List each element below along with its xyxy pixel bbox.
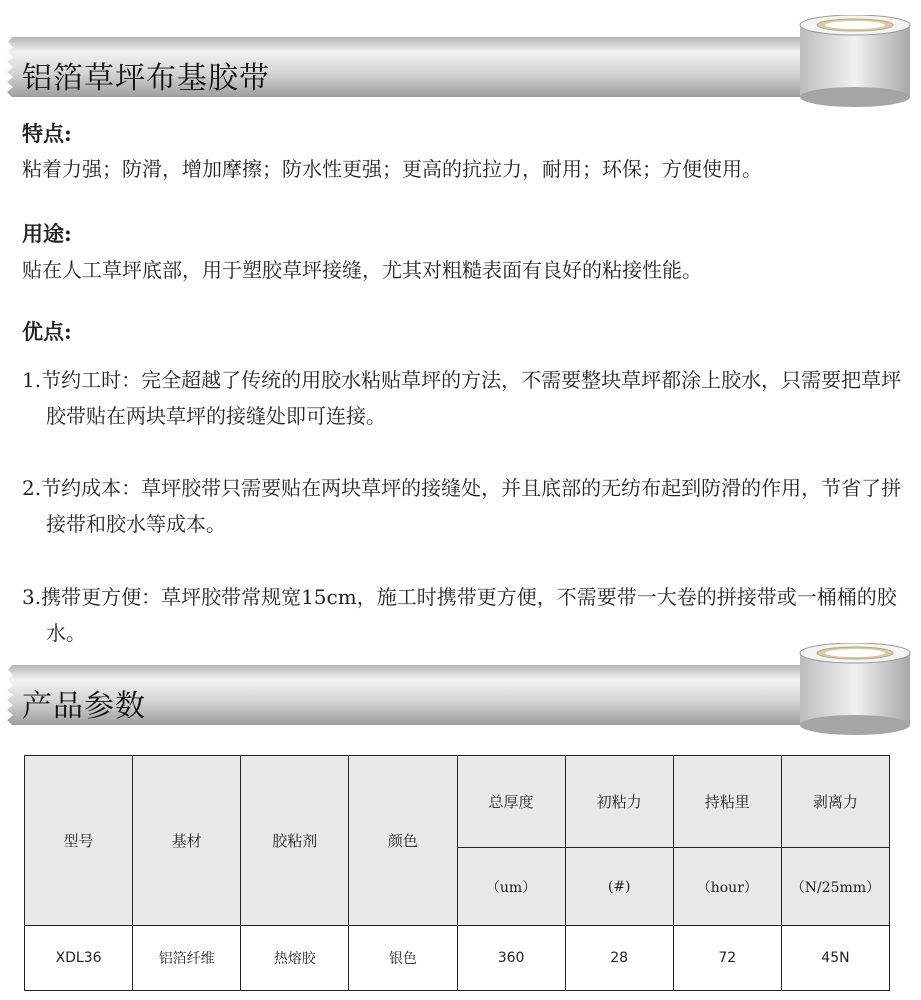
table-cell: 银色 <box>349 926 457 991</box>
header-cell: 剥离力 <box>781 756 889 848</box>
tape-banner-params <box>0 643 921 743</box>
advantage-item: 3.携带更方便：草坪胶带常规宽15cm，施工时携带更方便，不需要带一大卷的拼接带或一桶桶的胶水。 <box>22 585 897 645</box>
table-cell: 72 <box>673 926 781 991</box>
banner-title: 产品参数 <box>22 689 146 724</box>
features-heading: 特点: <box>22 121 72 146</box>
table-row <box>25 926 890 991</box>
unit-cell: (#) <box>565 848 673 926</box>
features-text: 粘着力强；防滑，增加摩擦；防水性更强；更高的抗拉力，耐用；环保；方便使用。 <box>22 157 762 181</box>
table-header-row <box>25 756 890 848</box>
header-cell: 总厚度 <box>457 756 565 848</box>
banner-title: 铝箔草坪布基胶带 <box>22 61 270 96</box>
tape-banner-main <box>0 15 921 115</box>
header-cell: 胶粘剂 <box>241 756 349 926</box>
table-cell: 360 <box>457 926 565 991</box>
header-cell: 型号 <box>25 756 133 926</box>
spec-table <box>24 755 890 991</box>
table-cell: 铝箔纤维 <box>133 926 241 991</box>
usage-heading: 用途: <box>22 221 72 246</box>
table-cell: 28 <box>565 926 673 991</box>
unit-cell: （hour） <box>673 848 781 926</box>
usage-text: 贴在人工草坪底部，用于塑胶草坪接缝，尤其对粗糙表面有良好的粘接性能。 <box>22 258 702 282</box>
header-cell: 颜色 <box>349 756 457 926</box>
advantage-item: 2.节约成本：草坪胶带只需要贴在两块草坪的接缝处，并且底部的无纺布起到防滑的作用，节省了拼接带和胶水等成本。 <box>22 476 902 536</box>
table-cell: 热熔胶 <box>241 926 349 991</box>
advantages-heading: 优点: <box>22 319 72 344</box>
table-cell: 45N <box>781 926 889 991</box>
unit-cell: （N/25mm） <box>781 848 889 926</box>
unit-cell: （um） <box>457 848 565 926</box>
header-cell: 持粘里 <box>673 756 781 848</box>
header-cell: 基材 <box>133 756 241 926</box>
header-cell: 初粘力 <box>565 756 673 848</box>
table-cell: XDL36 <box>25 926 133 991</box>
advantage-item: 1.节约工时：完全超越了传统的用胶水粘贴草坪的方法，不需要整块草坪都涂上胶水，只需要把草坪胶带贴在两块草坪的接缝处即可连接。 <box>22 368 902 428</box>
